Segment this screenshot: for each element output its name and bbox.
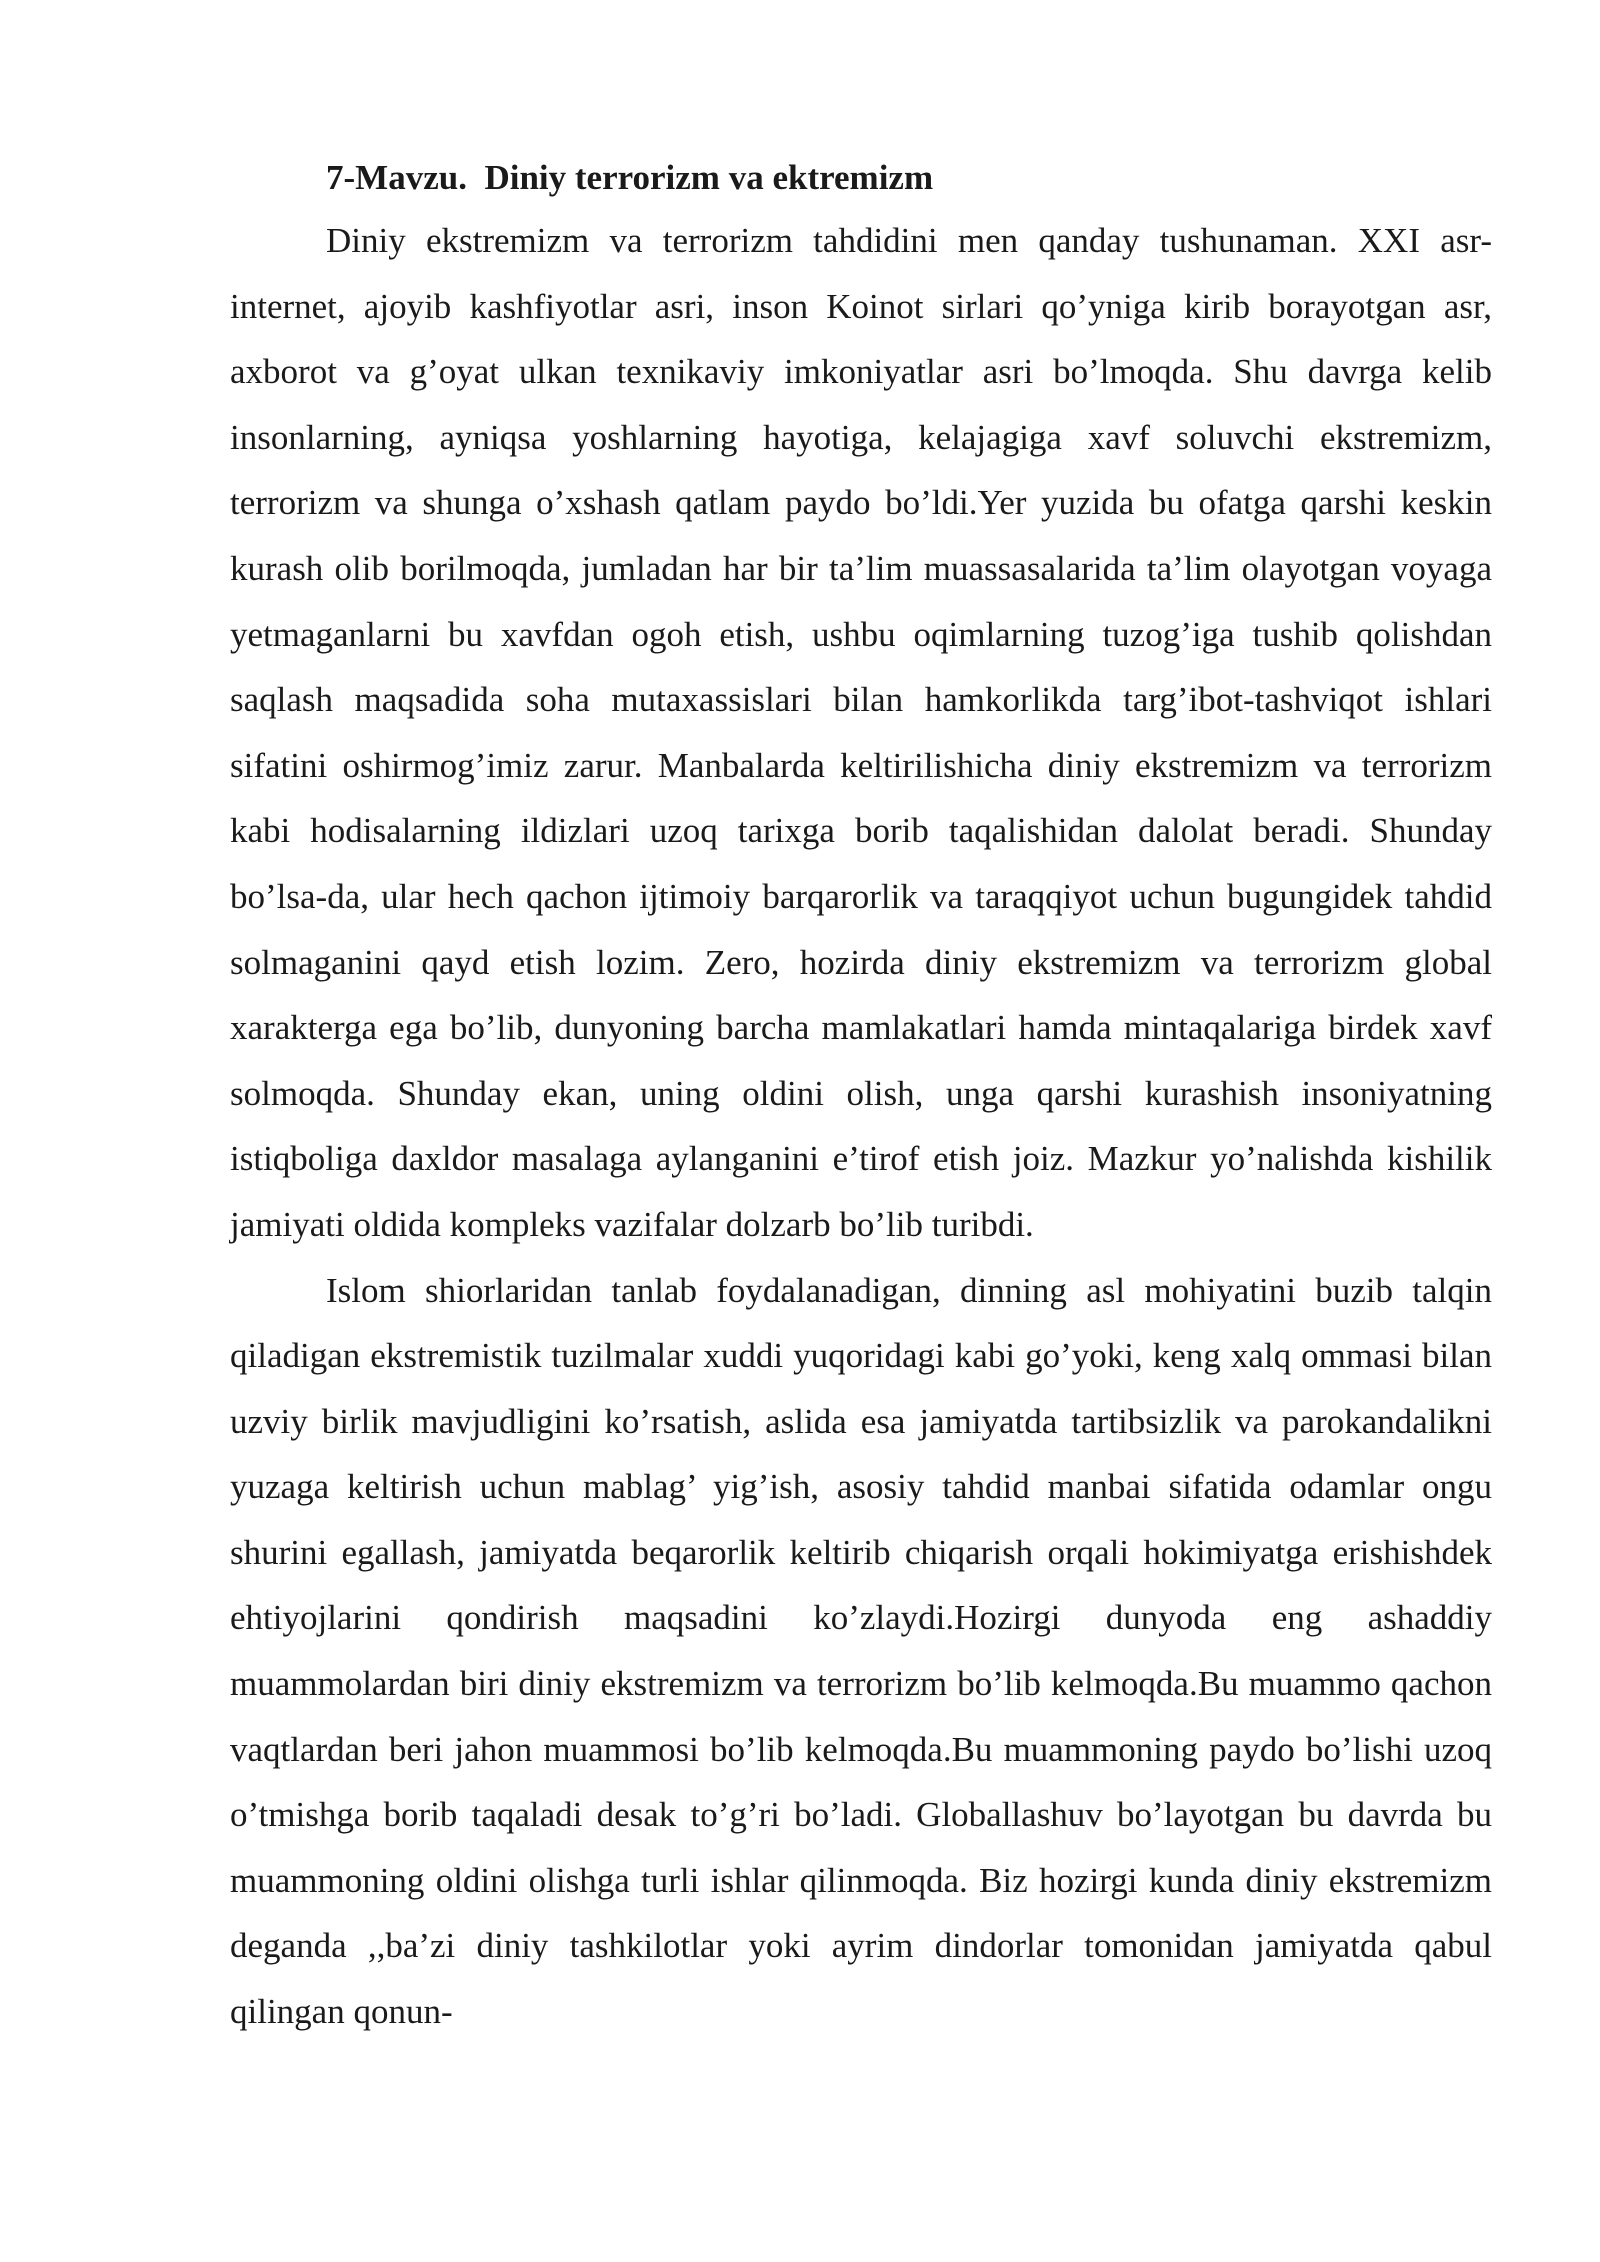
document-title: 7-Mavzu. Diniy terrorizm va ektremizm — [326, 158, 934, 197]
paragraph-1: Diniy ekstremizm va terrorizm tahdidini men qanday tushunaman. XXI asr-internet, ajoyib kashfiyotlar asri, inson Koinot sirlari qo’yniga kirib borayotgan asr, axborot va g’oyat ulkan texnikaviy imkoniyatlar asri bo’lmoqda. Shu davrga kelib insonlarning, ayniqsa yoshlarning hayotiga, kelajagiga xavf soluvchi ekstremizm, terrorizm va shunga o’xshash qatlam paydo bo’ldi.Yer yuzida bu ofatga qarshi keskin kurash olib borilmoqda, jumladan har bir ta’lim muassasalarida ta’lim olayotgan voyaga yetmaganlarni bu xavfdan ogoh etish, ushbu oqimlarning tuzog’iga tushib qolishdan saqlash maqsadida soha mutaxassislari bilan hamkorlikda targ’ibot-tashviqot ishlari sifatini oshirmog’imiz zarur. Manbalarda keltirilishicha diniy ekstremizm va terrorizm kabi hodisalarning ildizlari uzoq tarixga borib taqalishidan dalolat beradi. Shunday bo’lsa-da, ular hech qachon ijtimoiy barqarorlik va taraqqiyot uchun bugungidek tahdid solmaganini qayd etish lozim. Zero, hozirda diniy ekstremizm va terrorizm global xarakterga ega bo’lib, dunyoning barcha mamlakatlari hamda mintaqalariga birdek xavf solmoqda. Shunday ekan, uning oldini olish, unga qarshi kurashish insoniyatning istiqboliga daxldor masalaga aylanganini e’tirof etish joiz. Mazkur yo’nalishda kishilik jamiyati oldida kompleks vazifalar dolzarb bo’lib turibdi. — [230, 221, 1492, 1244]
paragraph-2: Islom shiorlaridan tanlab foydalanadigan, dinning asl mohiyatini buzib talqin qiladigan ekstremistik tuzilmalar xuddi yuqoridagi kabi go’yoki, keng xalq ommasi bilan uzviy birlik mavjudligini ko’rsatish, aslida esa jamiyatda tartibsizlik va parokandalikni yuzaga keltirish uchun mablag’ yig’ish, asosiy tahdid manbai sifatida odamlar ongu shurini egallash, jamiyatda beqarorlik keltirib chiqarish orqali hokimiyatga erishishdek ehtiyojlarini qondirish maqsadini ko’zlaydi.Hozirgi dunyoda eng ashaddiy muammolardan biri diniy ekstremizm va terrorizm bo’lib kelmoqda.Bu muammo qachon vaqtlardan beri jahon muammosi bo’lib kelmoqda.Bu muammoning paydo bo’lishi uzoq o’tmishga borib taqaladi desak to’g’ri bo’ladi. Globallashuv bo’layotgan bu davrda bu muammoning oldini olishga turli ishlar qilinmoqda. Biz hozirgi kunda diniy ekstremizm deganda ,,ba’zi diniy tashkilotlar yoki ayrim dindorlar tomonidan jamiyatda qabul qilingan qonun- — [230, 1270, 1492, 2032]
document-body — [230, 148, 1492, 2045]
